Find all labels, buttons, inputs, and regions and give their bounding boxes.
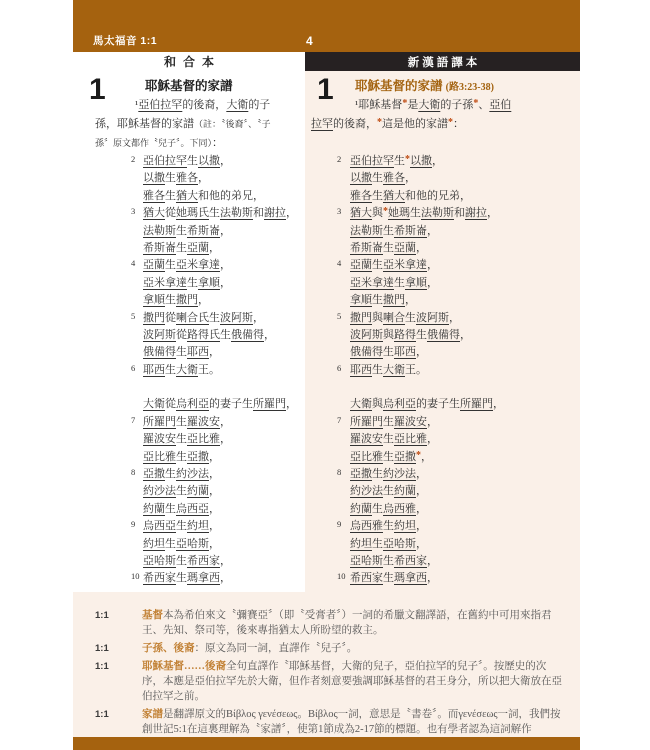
proper-name: 波阿斯: [416, 311, 449, 324]
proper-name: 希斯崙: [394, 224, 427, 237]
verse-line: 孫，耶穌基督的家譜（註：〝後裔〞、〝子: [95, 118, 271, 130]
proper-name: 約坦: [143, 537, 165, 550]
proper-name: 亞米拿達: [176, 259, 220, 272]
proper-name: 約沙法: [383, 468, 416, 481]
verse-number: 8: [337, 467, 342, 478]
footnotes-section: [73, 592, 580, 737]
proper-name: 所羅門: [253, 398, 286, 411]
inline-note: 孫〞原文都作〝兒子〞。下同）: [95, 138, 213, 148]
proper-name: 約沙法: [350, 485, 383, 498]
verse-line: 2 亞伯拉罕生*以撒，: [337, 154, 443, 167]
verse-line: 波阿斯從路得氏生俄備得，: [143, 328, 275, 341]
footnote: [95, 608, 568, 638]
verse-line: 4 亞蘭生亞米拿達，: [337, 258, 438, 272]
proper-name: 法勒斯: [421, 207, 454, 220]
proper-name: 約蘭: [143, 502, 165, 515]
proper-name: 約蘭: [187, 485, 209, 498]
verse-number: 5: [131, 310, 136, 321]
proper-name: 大衛: [176, 363, 198, 376]
verse-number: 2: [131, 154, 136, 164]
verse-line: 羅波安生亞比雅，: [350, 433, 438, 446]
verse-line: 約蘭生烏西亞，: [143, 502, 220, 515]
proper-name: 約坦: [350, 537, 372, 550]
section-heading-left: 耶穌基督的家譜: [145, 79, 233, 93]
footnote: [95, 707, 568, 737]
verse-number: 7: [337, 414, 342, 425]
proper-name: 亞米拿達: [383, 259, 427, 272]
proper-name: 希西家: [143, 572, 176, 585]
verse-number: 5: [337, 310, 342, 321]
verse-line: 2 亞伯拉罕生以撒，: [131, 154, 231, 167]
verse-line: 希斯崙生亞蘭，: [350, 241, 427, 254]
parallel-text-columns: [73, 71, 580, 592]
proper-name: 亞撒: [187, 450, 209, 463]
proper-name: 羅波安: [143, 433, 176, 446]
proper-name: 亞米拿達: [350, 276, 394, 289]
proper-name: 瑪拿西: [394, 572, 427, 585]
left-version-header: 和合本: [73, 52, 305, 71]
proper-name: 俄備得: [427, 328, 460, 341]
proper-name: 猶大: [176, 189, 198, 202]
proper-name: 路得氏: [187, 328, 220, 341]
proper-name: 雅各: [176, 172, 198, 185]
proper-name: 亞撒: [394, 450, 416, 463]
proper-name: 猶大: [383, 189, 405, 202]
verse-line: 拿順生撒門，: [350, 294, 416, 307]
verse-number: 4: [131, 258, 136, 269]
proper-name: 耶西: [143, 363, 165, 376]
proper-name: 雅各: [143, 189, 165, 202]
proper-name: 大衛: [418, 99, 441, 111]
proper-name: 所羅門: [143, 415, 176, 428]
proper-name: 波阿斯: [220, 311, 253, 324]
blank-line: [311, 379, 574, 396]
footnote-verse-ref: 1:1: [95, 661, 109, 672]
proper-name: 雅各: [383, 172, 405, 185]
proper-name: 烏西亞: [176, 502, 209, 515]
verse-line: 5 撒門從喇合氏生波阿斯，: [131, 310, 264, 324]
verse-number: 3: [131, 206, 136, 217]
verse-line: 波阿斯與路得生俄備得，: [350, 328, 471, 341]
verse-number: 10: [131, 571, 140, 582]
verse-number: 4: [337, 258, 342, 269]
verse-line: 法勒斯生希斯崙，: [143, 224, 231, 237]
footnote-asterisk: *: [416, 449, 421, 461]
footnote-text: 基督本為希伯來文〝彌賽亞〞（即〝受膏者〞）一詞的希臘文翻譯語，在舊約中可用來指君王、先知、祭司等，後來專指猶太人所盼望的救主。: [142, 610, 552, 636]
proper-name: 瑪拿西: [187, 572, 220, 585]
footnote-verse-ref: 1:1: [95, 643, 109, 654]
verse-line: 約坦生亞哈斯，: [350, 537, 427, 550]
proper-name: 撒門: [176, 294, 198, 307]
proper-name: 烏西雅: [350, 520, 383, 533]
verse-line: 6 耶西生大衛王。: [337, 362, 427, 376]
proper-name: 亞哈斯: [350, 554, 383, 567]
verse-lines-left: [95, 96, 297, 588]
proper-name: 希斯崙: [350, 241, 383, 254]
footnote-asterisk: *: [383, 206, 388, 218]
verse-line: 約坦生亞哈斯，: [143, 537, 220, 550]
verse-line: 5 撒門與喇合生波阿斯，: [337, 310, 460, 324]
proper-name: 亞伯拉罕: [138, 99, 183, 111]
proper-name: 亞哈斯: [143, 554, 176, 567]
footnote-lead-word: 耶穌基督……後裔: [142, 661, 226, 672]
proper-name: 波阿斯: [350, 328, 383, 341]
verse-line: 亞哈斯生希西家，: [350, 554, 438, 567]
proper-name: 約坦: [394, 520, 416, 533]
proper-name: 烏利亞: [383, 398, 416, 411]
blank-line: [95, 379, 297, 396]
verse-line: 雅各生猶大和他的兄弟，: [350, 189, 471, 202]
verse-line: 約沙法生約蘭，: [350, 485, 427, 498]
proper-name: 所羅門: [350, 415, 383, 428]
inline-note: （註：〝後裔〞、〝子: [194, 119, 271, 129]
proper-name: 以撒: [198, 155, 220, 167]
footnote: [95, 641, 568, 656]
verse-line: 約沙法生約蘭，: [143, 485, 220, 498]
proper-name: 亞米拿達: [143, 276, 187, 289]
proper-name: 烏西亞: [143, 520, 176, 533]
proper-name: 希西家: [350, 572, 383, 585]
proper-name: 撒門: [143, 311, 165, 324]
verse-number: 8: [131, 467, 136, 478]
verse-number: 6: [131, 362, 136, 373]
verse-number: 3: [337, 206, 342, 217]
proper-name: 她瑪: [388, 207, 410, 220]
verse-line: 約蘭生烏西雅，: [350, 502, 427, 515]
proper-name: 大衛: [226, 99, 249, 111]
footnote-verse-ref: 1:1: [95, 709, 109, 720]
proper-name: 撒門: [383, 294, 405, 307]
verse-number: 6: [337, 362, 342, 373]
proper-name: 亞比雅: [187, 433, 220, 446]
verse-line: 4 亞蘭生亞米拿達，: [131, 258, 231, 272]
footnote-lead-word: 基督: [142, 610, 163, 621]
verse-line: 8 亞撒生約沙法，: [337, 467, 427, 481]
verse-line: 10 希西家生瑪拿西，: [337, 571, 438, 585]
proper-name: 亞伯拉罕: [350, 155, 394, 167]
proper-name: 耶西: [394, 346, 416, 359]
version-header-bar: [73, 52, 580, 71]
verse-line: 大衛與烏利亞的妻子生所羅門，: [350, 398, 504, 411]
verse-line: 羅波安生亞比雅，: [143, 433, 231, 446]
proper-name: 希西家: [187, 554, 220, 567]
proper-name: 約蘭: [350, 502, 372, 515]
proper-name: 耶西: [350, 363, 372, 376]
verse-number: 7: [131, 414, 136, 425]
verse-line: ¹耶穌基督*是大衛的子孫*、亞伯: [355, 98, 512, 111]
footnote-asterisk: *: [402, 98, 408, 109]
verse-line: 希斯崙生亞蘭，: [143, 241, 220, 254]
proper-name: 拿順: [350, 294, 372, 307]
proper-name: 希西家: [394, 554, 427, 567]
footnote-asterisk: *: [473, 98, 479, 109]
proper-name: 亞比雅: [394, 433, 427, 446]
proper-name: 以撒: [350, 172, 372, 185]
verse-line: 9 烏西雅生約坦，: [337, 519, 427, 533]
proper-name: 俄備得: [231, 328, 264, 341]
footnote-text: 子孫、後裔：原文為同一詞，直譯作〝兒子〞。: [142, 643, 358, 654]
verse-line: 亞比雅生亞撒*，: [350, 449, 432, 463]
proper-name: 波阿斯: [143, 328, 176, 341]
verse-line: 拉罕的後裔，*這是他的家譜*：: [311, 117, 464, 130]
verse-line: 8 亞撒生約沙法，: [131, 467, 220, 481]
proper-name: 拿順: [405, 276, 427, 289]
verse-line: ¹亞伯拉罕的後裔，大衛的子: [135, 99, 271, 111]
verse-line: 大衛從烏利亞的妻子生所羅門，: [143, 398, 297, 411]
footnote: [95, 659, 568, 704]
proper-name: 亞伯: [489, 99, 512, 111]
section-heading-right: [311, 77, 574, 96]
proper-name: 她瑪氏: [176, 207, 209, 220]
verse-line: 孫〞原文都作〝兒子〞。下同）：: [95, 137, 224, 149]
proper-name: 拿順: [198, 276, 220, 289]
footnote-text: 耶穌基督……後裔全句直譯作〝耶穌基督，大衛的兒子，亞伯拉罕的兒子〞。按歷史的次序，本應是亞伯拉罕先於大衛，但作者刻意要強調耶穌基督的君王身分，所以把大衛放在亞伯拉罕之前。: [142, 661, 562, 702]
book-reference: 馬太福音 1:1: [93, 35, 158, 47]
proper-name: 撒門: [350, 311, 372, 324]
proper-name: 猶大: [350, 207, 372, 220]
verse-line: 亞米拿達生拿順，: [350, 276, 438, 289]
bible-page: [73, 0, 580, 750]
verse-number: 9: [131, 519, 136, 530]
proper-name: 猶大: [143, 207, 165, 220]
proper-name: 耶西: [187, 346, 209, 359]
proper-name: 羅波安: [187, 415, 220, 428]
verse-line: 以撒生雅各，: [350, 172, 416, 185]
proper-name: 雅各: [350, 189, 372, 202]
proper-name: 大衛: [143, 398, 165, 411]
chapter-number-right: 1: [317, 73, 334, 106]
verse-line: 亞米拿達生拿順，: [143, 276, 231, 289]
proper-name: 烏西雅: [383, 502, 416, 515]
proper-name: 羅波安: [350, 433, 383, 446]
proper-name: 約沙法: [143, 485, 176, 498]
cnv-column: [305, 71, 580, 592]
proper-name: 亞哈斯: [176, 537, 209, 550]
proper-name: 羅波安: [394, 415, 427, 428]
proper-name: 所羅門: [460, 398, 493, 411]
proper-name: 希斯崙: [187, 224, 220, 237]
proper-name: 亞蘭: [187, 241, 209, 254]
verse-line: 9 烏西亞生約坦，: [131, 519, 220, 533]
proper-name: 亞蘭: [143, 259, 165, 272]
proper-name: 亞蘭: [394, 241, 416, 254]
page-number: 4: [306, 34, 313, 48]
proper-name: 喇合: [383, 311, 405, 324]
proper-name: 亞哈斯: [383, 537, 416, 550]
proper-name: 路得: [394, 328, 416, 341]
verse-line: 6 耶西生大衛王。: [131, 362, 220, 376]
proper-name: 喇合氏: [176, 311, 209, 324]
verse-number: 9: [337, 519, 342, 530]
page-header-band: [73, 0, 580, 52]
verse-line: 7 所羅門生羅波安，: [337, 414, 438, 428]
proper-name: 亞比雅: [350, 450, 383, 463]
proper-name: 烏利亞: [176, 398, 209, 411]
blank-line: [311, 134, 574, 153]
verse-line: 拿順生撒門，: [143, 294, 209, 307]
verse-line: 亞哈斯生希西家，: [143, 554, 231, 567]
proper-name: 法勒斯: [350, 224, 383, 237]
proper-name: 希斯崙: [143, 241, 176, 254]
proper-name: 亞比雅: [143, 450, 176, 463]
proper-name: 約沙法: [176, 468, 209, 481]
verse-line: 10 希西家生瑪拿西，: [131, 571, 231, 585]
footnote-lead-word: 家譜: [142, 709, 163, 720]
proper-name: 俄備得: [143, 346, 176, 359]
page-footer-band: [73, 737, 580, 750]
right-version-header: 新漢語譯本: [305, 52, 580, 71]
verse-number: 10: [337, 571, 346, 582]
proper-name: 亞撒: [143, 468, 165, 481]
proper-name: 亞撒: [350, 468, 372, 481]
proper-name: 俄備得: [350, 346, 383, 359]
verse-line: 法勒斯生希斯崙，: [350, 224, 438, 237]
proper-name: 亞蘭: [350, 259, 372, 272]
proper-name: 謝拉: [465, 207, 487, 220]
verse-lines-right: [311, 96, 574, 588]
proper-name: 以撒: [143, 172, 165, 185]
chapter-number-left: 1: [89, 73, 106, 106]
proper-name: 大衛: [350, 398, 372, 411]
verse-line: 亞比雅生亞撒，: [143, 450, 220, 463]
proper-name: 拉罕: [311, 118, 333, 130]
footnote-lead-word: 子孫、後裔: [142, 643, 195, 654]
verse-line: 俄備得生耶西，: [350, 346, 427, 359]
section-heading-right-title: 耶穌基督的家譜: [355, 79, 443, 93]
proper-name: 謝拉: [264, 207, 286, 220]
footnote-asterisk: *: [405, 154, 410, 165]
verse-line: 俄備得生耶西，: [143, 346, 220, 359]
footnote-asterisk: *: [448, 117, 453, 128]
proper-name: 法勒斯: [220, 207, 253, 220]
verse-line: 7 所羅門生羅波安，: [131, 414, 231, 428]
footnote-text: 家譜是翻譯原文的Βίβλος γενέσεως。Βίβλος一詞，意思是〝書卷〞。而γενέσεως一詞，我們按創世記5:1在這裏理解為〝家譜〞，使第1節成為2-17節的標題。也有學者認為這詞解作: [142, 709, 561, 735]
verse-line: 雅各生猶大和他的弟兄，: [143, 189, 264, 202]
proper-name: 約坦: [187, 520, 209, 533]
cross-reference: (路3:23-38): [445, 82, 494, 93]
proper-name: 大衛: [383, 363, 405, 376]
verse-number: 2: [337, 154, 342, 164]
proper-name: 約蘭: [394, 485, 416, 498]
proper-name: 拿順: [143, 294, 165, 307]
footnote-verse-ref: 1:1: [95, 610, 109, 621]
verse-line: 以撒生雅各，: [143, 172, 209, 185]
footnote-asterisk: *: [377, 117, 382, 128]
proper-name: 亞伯拉罕: [143, 155, 187, 167]
proper-name: 以撒: [410, 155, 432, 167]
verse-line: 3 猶大與*她瑪生法勒斯和謝拉，: [337, 206, 498, 220]
verse-line: 3 猶大從她瑪氏生法勒斯和謝拉，: [131, 206, 297, 220]
proper-name: 法勒斯: [143, 224, 176, 237]
cuv-column: [73, 71, 305, 592]
